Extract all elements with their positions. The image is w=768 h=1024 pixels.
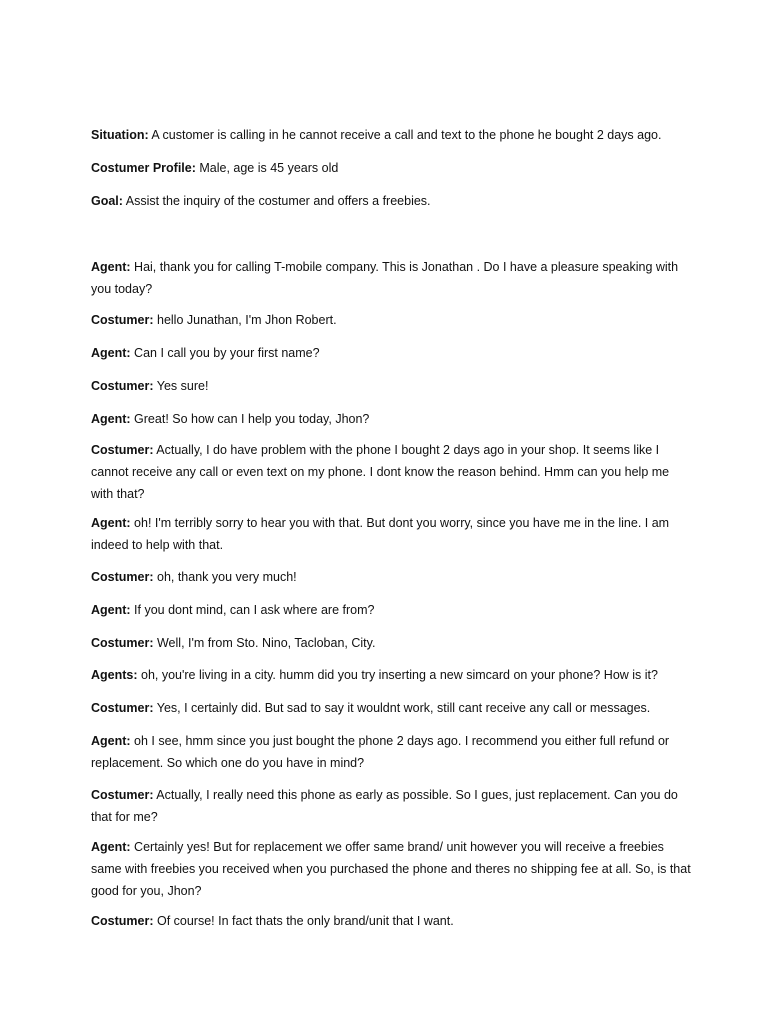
goal-label: Goal:: [91, 194, 123, 208]
dialogue-line: [91, 664, 691, 686]
dialogue-line: [91, 836, 691, 902]
dialogue-line: [91, 375, 691, 397]
dialogue-line: [91, 566, 691, 588]
dialogue-line: [91, 697, 691, 719]
speaker-label: Costumer:: [91, 636, 154, 650]
dialogue-text: If you dont mind, can I ask where are from?: [130, 603, 375, 617]
dialogue-line: [91, 910, 691, 932]
situation-line: [91, 124, 691, 146]
profile-text: Male, age is 45 years old: [195, 161, 339, 175]
dialogue-line: [91, 439, 691, 505]
speaker-label: Costumer:: [91, 570, 154, 584]
speaker-label: Agent:: [91, 840, 131, 854]
situation-label: Situation:: [91, 128, 149, 142]
dialogue-text: Actually, I do have problem with the phone I bought 2 days ago in your shop. It seems like I cannot receive any call or even text on my phone. I dont know the reason behind. Hmm can you help me with that?: [91, 443, 670, 501]
dialogue-line: [91, 342, 691, 364]
dialogue-text: hello Junathan, I'm Jhon Robert.: [153, 313, 337, 327]
profile-label: Costumer Profile:: [91, 161, 196, 175]
dialogue-line: [91, 408, 691, 430]
speaker-label: Costumer:: [91, 443, 154, 457]
dialogue-text: Can I call you by your first name?: [130, 346, 320, 360]
dialogue-text: oh, thank you very much!: [153, 570, 297, 584]
situation-text: A customer is calling in he cannot receive a call and text to the phone he bought 2 days ago.: [148, 128, 662, 142]
dialogue-text: oh I see, hmm since you just bought the phone 2 days ago. I recommend you either full refund or replacement. So which one do you have in mind?: [91, 734, 670, 770]
dialogue-line: [91, 309, 691, 331]
dialogue-line: [91, 256, 691, 300]
dialogue-line: [91, 599, 691, 621]
dialogue-line: [91, 730, 691, 774]
goal-text: Assist the inquiry of the costumer and offers a freebies.: [122, 194, 431, 208]
dialogue-line: [91, 512, 691, 556]
dialogue-text: Actually, I really need this phone as early as possible. So I gues, just replacement. Can you do that for me?: [91, 788, 678, 824]
dialogue-text: Certainly yes! But for replacement we offer same brand/ unit however you will receive a freebies same with freebies you received when you purchased the phone and theres no shipping fee at all. So, is that good for you, Jhon?: [91, 840, 691, 898]
dialogue-text: Yes, I certainly did. But sad to say it wouldnt work, still cant receive any call or messages.: [153, 701, 651, 715]
dialogue-text: Of course! In fact thats the only brand/unit that I want.: [153, 914, 454, 928]
dialogue-line: [91, 632, 691, 654]
speaker-label: Agent:: [91, 412, 131, 426]
speaker-label: Costumer:: [91, 788, 154, 802]
profile-line: [91, 157, 691, 179]
dialogue-line: [91, 784, 691, 828]
dialogue-text: Hai, thank you for calling T-mobile company. This is Jonathan . Do I have a pleasure speaking with you today?: [91, 260, 679, 296]
document-page: [91, 0, 691, 1024]
speaker-label: Costumer:: [91, 914, 154, 928]
dialogue-text: Yes sure!: [153, 379, 209, 393]
dialogue-text: oh, you're living in a city. humm did you try inserting a new simcard on your phone? How is it?: [137, 668, 658, 682]
speaker-label: Agent:: [91, 603, 131, 617]
goal-line: [91, 190, 691, 212]
speaker-label: Agent:: [91, 516, 131, 530]
speaker-label: Agent:: [91, 260, 131, 274]
speaker-label: Agents:: [91, 668, 138, 682]
speaker-label: Costumer:: [91, 701, 154, 715]
dialogue-text: oh! I'm terribly sorry to hear you with that. But dont you worry, since you have me in the line. I am indeed to help with that.: [91, 516, 670, 552]
speaker-label: Costumer:: [91, 379, 154, 393]
speaker-label: Agent:: [91, 734, 131, 748]
dialogue-text: Great! So how can I help you today, Jhon?: [130, 412, 370, 426]
speaker-label: Costumer:: [91, 313, 154, 327]
speaker-label: Agent:: [91, 346, 131, 360]
dialogue-text: Well, I'm from Sto. Nino, Tacloban, City.: [153, 636, 376, 650]
